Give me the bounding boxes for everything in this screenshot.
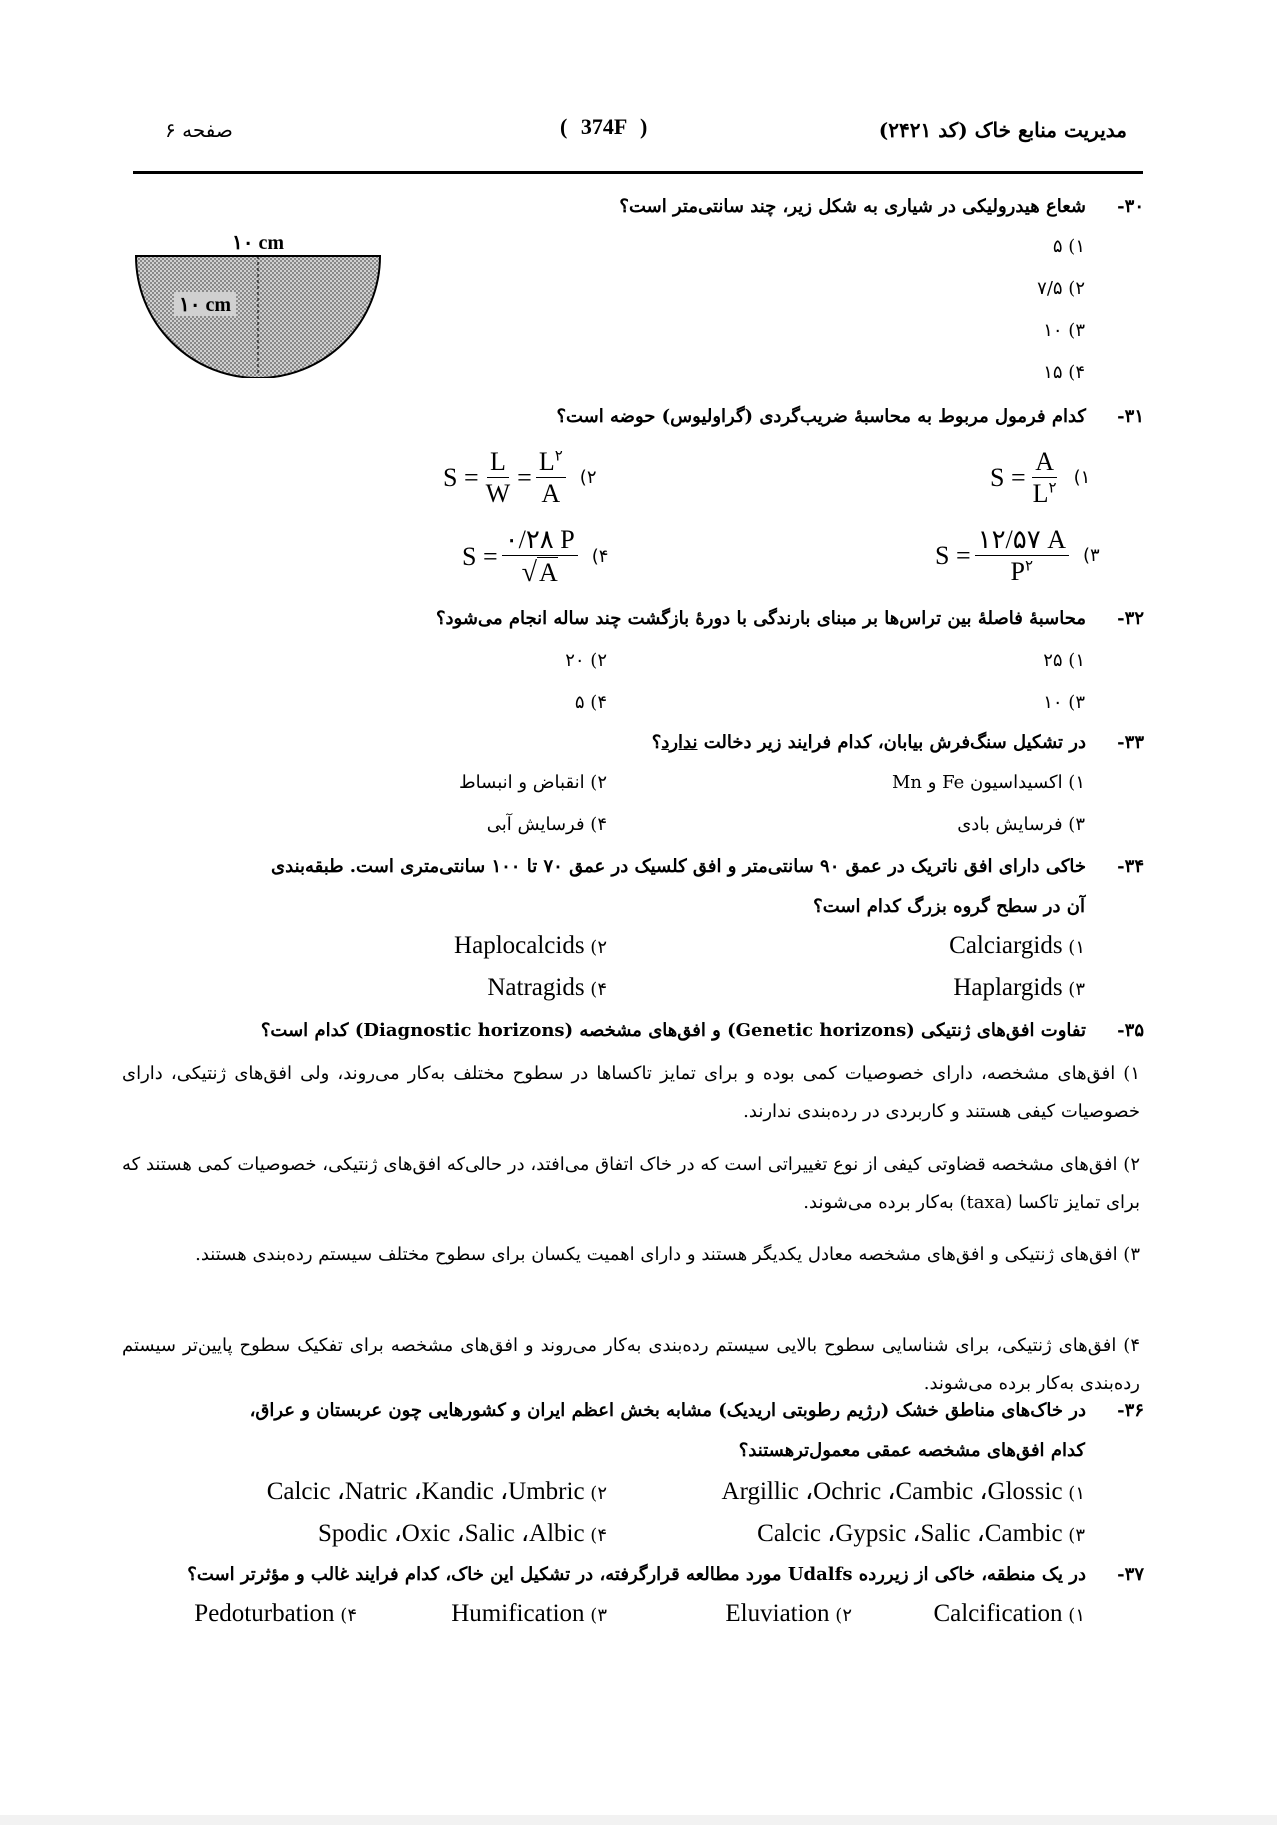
fraction (536, 448, 566, 508)
formula-lhs: S = (990, 462, 1026, 492)
denominator: $P^۲$ (1010, 557, 1034, 587)
q32-option-4[interactable]: ۴) ۵ (574, 692, 607, 713)
q35-option-2[interactable]: ۲) افق‌های مشخصه قضاوتی کیفی از نوع تغییراتی است که در خاک اتفاق می‌افتد، در حالی‌که افق‌های ژنتیکی، خصوصیات کمی هستند که برای تمایز تاکسا (taxa) به‌کار برده می‌شوند. (122, 1154, 1140, 1213)
header-rule (133, 171, 1143, 174)
question-number: ۳۴- (1117, 856, 1144, 877)
q35-option-1[interactable]: ۱) افق‌های مشخصه، دارای خصوصیات کمی بوده و برای تمایز تاکساها در سطوح مختلف به‌کار می‌روند، ولی افق‌های ژنتیکی، دارای خصوصیات کیفی هستند و کاربردی در رده‌بندی ندارند. (122, 1063, 1140, 1122)
q37-option-3[interactable]: ۳) Humification (451, 1600, 607, 1627)
q32-option-1[interactable]: ۱) ۲۵ (1043, 650, 1085, 671)
formula-lhs: S = (443, 462, 479, 492)
question-text: کدام فرمول مربوط به محاسبهٔ ضریب‌گردی (گراولیوس) حوضه است؟ (556, 406, 1086, 427)
equals-sign: = (517, 462, 532, 492)
emphasis-underline: ندارد (661, 732, 698, 753)
question-text: محاسبهٔ فاصلهٔ بین تراس‌ها بر مبنای بارندگی با دورهٔ بازگشت چند ساله انجام می‌شود؟ (435, 608, 1086, 629)
question-30 (619, 196, 1144, 217)
page-number: صفحه ۶ (165, 118, 233, 142)
option-label: ۲) (579, 467, 597, 489)
question-text-line-2: کدام افق‌های مشخصه عمقی معمول‌ترهستند؟ (738, 1440, 1085, 1461)
question-number: ۳۲- (1117, 608, 1144, 629)
question-34 (271, 856, 1144, 877)
q30-option-1[interactable]: ۱) ۵ (1052, 236, 1085, 257)
question-31 (556, 406, 1144, 427)
question-text: در یک منطقه، خاکی از زیررده Udalfs مورد مطالعه قرارگرفته، در تشکیل این خاک، کدام فرایند غالب و مؤثرتر است؟ (187, 1564, 1086, 1585)
q33-option-4[interactable]: ۴) فرسایش آبی (486, 814, 607, 835)
denominator: $L^۲$ (1032, 479, 1057, 509)
q33-option-2[interactable]: ۲) انقباض و انبساط (459, 772, 607, 793)
q37-option-4[interactable]: ۴) Pedoturbation (194, 1600, 357, 1627)
numerator: ۰/۲۸ P (502, 526, 578, 556)
channel-cross-section-diagram (134, 230, 384, 378)
q32-option-2[interactable]: ۲) ۲۰ (565, 650, 607, 671)
q30-option-2[interactable]: ۲) ۷/۵ (1037, 278, 1085, 299)
q34-option-4[interactable]: ۴) Natragids (487, 974, 607, 1001)
q32-option-3[interactable]: ۳) ۱۰ (1043, 692, 1085, 713)
question-text-line-2: آن در سطح گروه بزرگ کدام است؟ (813, 896, 1085, 917)
question-text-line-1: خاکی دارای افق ناتریک در عمق ۹۰ سانتی‌متر و افق کلسیک در عمق ۷۰ تا ۱۰۰ سانتی‌متری است. طبقه‌بندی (271, 856, 1086, 877)
q31-formula-1[interactable] (990, 448, 1090, 508)
exam-title: مدیریت منابع خاک (کد ۲۴۲۱) (878, 118, 1127, 142)
q31-formula-3[interactable] (935, 526, 1100, 586)
fraction (502, 526, 578, 588)
q34-option-2[interactable]: ۲) Haplocalcids (454, 932, 607, 959)
q35-option-4[interactable]: ۴) افق‌های ژنتیکی، برای شناسایی سطوح بالایی سیستم رده‌بندی به‌کار می‌روند و افق‌های مشخصه برای تفکیک سطوح پایین‌تر سیستم رده‌بندی به‌کار برده می‌شوند. (122, 1335, 1140, 1394)
q35-option-3[interactable]: ۳) افق‌های ژنتیکی و افق‌های مشخصه معادل یکدیگر هستند و دارای اهمیت یکسان برای سطوح مختلف سیستم رده‌بندی هستند. (195, 1244, 1140, 1265)
booklet-code: ( 374F ) (560, 114, 648, 139)
formula-lhs: S = (935, 540, 971, 570)
q36-option-4[interactable]: ۴) Spodic ،Oxic ،Salic ،Albic (318, 1520, 607, 1547)
option-label: ۳) (1082, 545, 1100, 567)
numerator: L (487, 448, 509, 478)
question-33 (652, 732, 1144, 753)
question-text: شعاع هیدرولیکی در شیاری به شکل زیر، چند سانتی‌متر است؟ (619, 196, 1086, 217)
q31-formula-4[interactable] (462, 526, 608, 588)
numerator: ۱۲/۵۷ A (975, 526, 1069, 556)
q30-option-4[interactable]: ۴) ۱۵ (1043, 362, 1085, 383)
question-number: ۳۱- (1117, 406, 1144, 427)
question-36 (250, 1400, 1144, 1421)
q36-option-3[interactable]: ۳) Calcic ،Gypsic ،Salic ،Cambic (757, 1520, 1085, 1547)
q36-option-2[interactable]: ۲) Calcic ،Natric ،Kandic ،Umbric (266, 1478, 607, 1505)
q30-option-3[interactable]: ۳) ۱۰ (1043, 320, 1085, 341)
q34-option-3[interactable]: ۳) Haplargids (953, 974, 1085, 1001)
page-bottom-edge (0, 1815, 1277, 1825)
numerator: A (1032, 448, 1057, 478)
q37-option-1[interactable]: ۱) Calcification (933, 1600, 1085, 1627)
numerator: $L^۲$ (536, 448, 566, 478)
question-text-line-1: در خاک‌های مناطق خشک (رژیم رطوبتی اریدیک) مشابه بخش اعظم ایران و کشورهایی چون عربستان و عراق، (249, 1400, 1086, 1421)
question-32 (436, 608, 1144, 629)
denominator: √A (521, 557, 558, 589)
question-number: ۳۳- (1117, 732, 1144, 753)
question-text: در تشکیل سنگ‌فرش بیابان، کدام فرایند زیر دخالت ندارد؟ (651, 732, 1086, 753)
question-37 (187, 1564, 1144, 1585)
q37-option-2[interactable]: ۲) Eluviation (725, 1600, 852, 1627)
formula-lhs: S = (462, 541, 498, 571)
width-label: ۱۰ cm (231, 232, 285, 254)
q31-formula-2[interactable] (443, 448, 597, 508)
question-35 (261, 1020, 1144, 1041)
fraction (975, 526, 1069, 586)
fraction (483, 448, 514, 508)
q33-option-1[interactable]: ۱) اکسیداسیون Fe و Mn (891, 772, 1085, 793)
q33-option-3[interactable]: ۳) فرسایش بادی (957, 814, 1085, 835)
question-number: ۳۰- (1117, 196, 1144, 217)
fraction (1030, 448, 1060, 508)
q36-option-1[interactable]: ۱) Argillic ،Ochric ،Cambic ،Glossic (721, 1478, 1085, 1505)
question-number: ۳۵- (1117, 1020, 1144, 1041)
option-label: ۴) (591, 546, 609, 568)
depth-label: ۱۰ cm (178, 294, 232, 316)
question-text: تفاوت افق‌های ژنتیکی (Genetic horizons) و افق‌های مشخصه (Diagnostic horizons) کدام است؟ (260, 1020, 1086, 1041)
denominator: A (541, 479, 561, 509)
denominator: W (485, 479, 511, 509)
q34-option-1[interactable]: ۱) Calciargids (949, 932, 1085, 959)
question-number: ۳۶- (1117, 1400, 1144, 1421)
question-number: ۳۷- (1117, 1564, 1144, 1585)
option-label: ۱) (1073, 467, 1091, 489)
